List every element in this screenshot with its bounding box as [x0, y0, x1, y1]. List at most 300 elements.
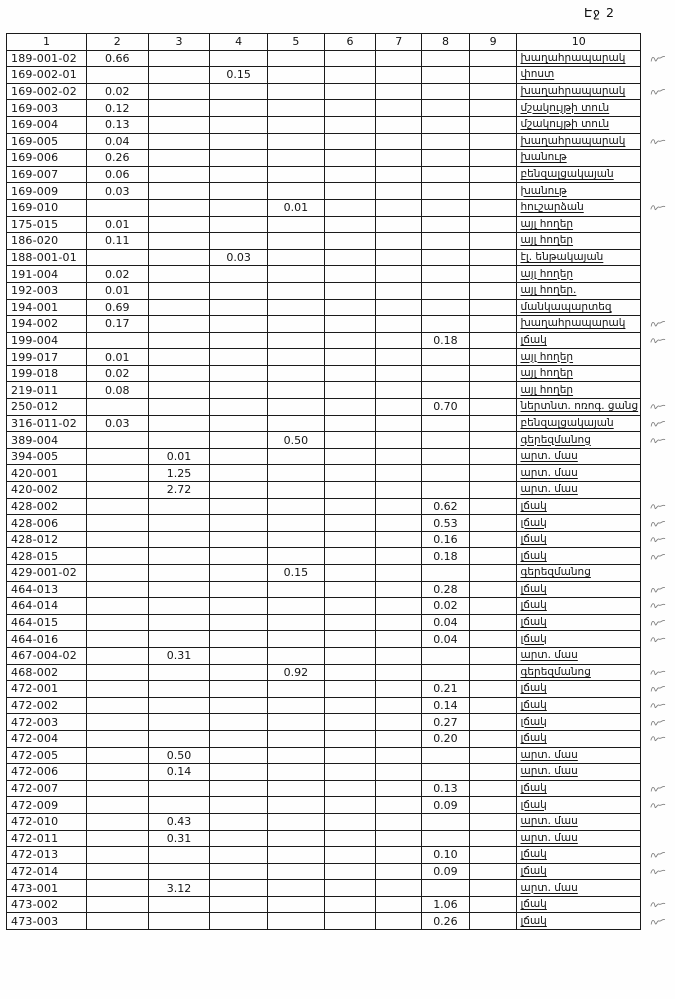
value-cell-col9	[469, 83, 517, 100]
value-cell-col6	[324, 565, 376, 582]
value-cell-col7	[376, 282, 422, 299]
margin-annotation-cell	[641, 797, 675, 814]
margin-annotation-cell	[641, 548, 675, 565]
value-cell-col5	[268, 515, 325, 532]
value-cell-col9	[469, 67, 517, 84]
value-cell-col2: 0.11	[86, 233, 148, 250]
parcel-code: 169-007	[7, 166, 87, 183]
value-cell-col7	[376, 830, 422, 847]
value-cell-col8: 0.21	[422, 681, 470, 698]
land-use-label	[517, 448, 641, 465]
value-cell-col9	[469, 365, 517, 382]
land-use-text: գերեզմանոց	[520, 665, 591, 678]
land-use-text: խաղահրապարակ	[520, 51, 626, 64]
value-cell-col2	[86, 631, 148, 648]
value-cell-col9	[469, 697, 517, 714]
land-use-text: այլ հողեր	[520, 234, 574, 247]
value-cell-col3: 1.25	[148, 465, 210, 482]
parcel-code: 464-013	[7, 581, 87, 598]
value-cell-col8	[422, 166, 470, 183]
margin-annotation-cell	[641, 67, 675, 84]
value-cell-col8	[422, 565, 470, 582]
value-cell-col7	[376, 482, 422, 499]
parcel-code: 389-004	[7, 432, 87, 449]
value-cell-col5	[268, 581, 325, 598]
value-cell-col6	[324, 697, 376, 714]
margin-annotation-cell	[641, 83, 675, 100]
table-row	[7, 67, 675, 84]
value-cell-col5	[268, 183, 325, 200]
handwritten-mark-icon	[649, 136, 666, 147]
land-use-text: արտ. մաս	[520, 765, 578, 778]
value-cell-col4	[210, 365, 268, 382]
land-use-label	[517, 399, 641, 416]
value-cell-col6	[324, 299, 376, 316]
land-use-text: արտ. մաս	[520, 483, 578, 496]
value-cell-col4	[210, 880, 268, 897]
value-cell-col5	[268, 531, 325, 548]
value-cell-col3	[148, 515, 210, 532]
value-cell-col9	[469, 797, 517, 814]
value-cell-col5	[268, 813, 325, 830]
value-cell-col7	[376, 432, 422, 449]
value-cell-col9	[469, 664, 517, 681]
value-cell-col4	[210, 565, 268, 582]
table-row	[7, 365, 675, 382]
value-cell-col2: 0.08	[86, 382, 148, 399]
table-row	[7, 415, 675, 432]
value-cell-col8	[422, 316, 470, 333]
value-cell-col2: 0.26	[86, 150, 148, 167]
handwritten-mark-icon	[649, 717, 666, 728]
value-cell-col5: 0.01	[268, 199, 325, 216]
land-use-label	[517, 116, 641, 133]
value-cell-col4	[210, 730, 268, 747]
table-row	[7, 432, 675, 449]
land-use-label	[517, 697, 641, 714]
value-cell-col5	[268, 133, 325, 150]
value-cell-col8: 0.28	[422, 581, 470, 598]
value-cell-col4	[210, 465, 268, 482]
value-cell-col9	[469, 747, 517, 764]
value-cell-col9	[469, 847, 517, 864]
value-cell-col4	[210, 830, 268, 847]
value-cell-col7	[376, 697, 422, 714]
land-use-label	[517, 730, 641, 747]
table-row	[7, 282, 675, 299]
margin-annotation-cell	[641, 382, 675, 399]
value-cell-col3	[148, 216, 210, 233]
value-cell-col5	[268, 233, 325, 250]
table-row	[7, 448, 675, 465]
parcel-code: 169-003	[7, 100, 87, 117]
margin-annotation-cell	[641, 432, 675, 449]
value-cell-col6	[324, 581, 376, 598]
value-cell-col4	[210, 349, 268, 366]
margin-annotation-cell	[641, 199, 675, 216]
value-cell-col3	[148, 896, 210, 913]
value-cell-col6	[324, 548, 376, 565]
land-use-label	[517, 664, 641, 681]
value-cell-col8: 0.53	[422, 515, 470, 532]
value-cell-col4	[210, 166, 268, 183]
land-use-label	[517, 266, 641, 283]
land-use-text: գերեզմանոց	[520, 433, 591, 446]
value-cell-col7	[376, 332, 422, 349]
table-row	[7, 847, 675, 864]
value-cell-col7	[376, 664, 422, 681]
value-cell-col3	[148, 150, 210, 167]
land-use-label	[517, 432, 641, 449]
value-cell-col2: 0.01	[86, 282, 148, 299]
value-cell-col2: 0.02	[86, 83, 148, 100]
table-row	[7, 714, 675, 731]
value-cell-col7	[376, 498, 422, 515]
land-use-text: բենզալցակայան	[520, 168, 614, 181]
value-cell-col9	[469, 714, 517, 731]
value-cell-col2	[86, 747, 148, 764]
value-cell-col7	[376, 399, 422, 416]
margin-annotation-cell	[641, 498, 675, 515]
parcel-code: 194-001	[7, 299, 87, 316]
value-cell-col2: 0.12	[86, 100, 148, 117]
value-cell-col2	[86, 614, 148, 631]
value-cell-col5	[268, 332, 325, 349]
table-row	[7, 249, 675, 266]
land-use-label	[517, 647, 641, 664]
land-use-label	[517, 50, 641, 67]
value-cell-col3	[148, 183, 210, 200]
parcel-code: 472-014	[7, 863, 87, 880]
table-row	[7, 565, 675, 582]
value-cell-col4	[210, 598, 268, 615]
table-row	[7, 730, 675, 747]
handwritten-mark-icon	[649, 800, 666, 811]
land-use-label	[517, 631, 641, 648]
value-cell-col3: 0.31	[148, 647, 210, 664]
parcel-code: 473-002	[7, 896, 87, 913]
value-cell-col5	[268, 100, 325, 117]
table-row	[7, 797, 675, 814]
value-cell-col2: 0.02	[86, 365, 148, 382]
value-cell-col9	[469, 896, 517, 913]
land-use-text: արտ. մաս	[520, 748, 578, 761]
value-cell-col8	[422, 133, 470, 150]
value-cell-col2	[86, 548, 148, 565]
value-cell-col3: 0.50	[148, 747, 210, 764]
value-cell-col3	[148, 432, 210, 449]
parcel-code: 186-020	[7, 233, 87, 250]
margin-annotation-cell	[641, 531, 675, 548]
table-row	[7, 382, 675, 399]
value-cell-col8	[422, 647, 470, 664]
value-cell-col2	[86, 399, 148, 416]
margin-annotation-cell	[641, 100, 675, 117]
value-cell-col3	[148, 598, 210, 615]
value-cell-col7	[376, 349, 422, 366]
value-cell-col2	[86, 249, 148, 266]
margin-annotation-cell	[641, 730, 675, 747]
value-cell-col8	[422, 150, 470, 167]
value-cell-col5	[268, 780, 325, 797]
land-use-text: մշակույթի տուն	[520, 101, 610, 114]
value-cell-col4	[210, 714, 268, 731]
land-use-text: լճակ	[520, 616, 547, 629]
land-use-text: լճակ	[520, 798, 547, 811]
parcel-code: 316-011-02	[7, 415, 87, 432]
value-cell-col6	[324, 133, 376, 150]
value-cell-col7	[376, 531, 422, 548]
handwritten-mark-icon	[649, 783, 666, 794]
value-cell-col8: 0.70	[422, 399, 470, 416]
land-use-text: ներտնտ. ոռոգ. ցանց	[520, 400, 639, 413]
parcel-code: 472-003	[7, 714, 87, 731]
land-use-text: մշակույթի տուն	[520, 118, 610, 131]
value-cell-col3	[148, 67, 210, 84]
value-cell-col9	[469, 863, 517, 880]
value-cell-col9	[469, 681, 517, 698]
value-cell-col7	[376, 166, 422, 183]
value-cell-col8	[422, 813, 470, 830]
land-use-label	[517, 847, 641, 864]
value-cell-col5	[268, 614, 325, 631]
value-cell-col8	[422, 67, 470, 84]
land-use-label	[517, 830, 641, 847]
value-cell-col4	[210, 863, 268, 880]
value-cell-col4	[210, 199, 268, 216]
table-row	[7, 133, 675, 150]
parcel-code: 189-001-02	[7, 50, 87, 67]
value-cell-col8	[422, 664, 470, 681]
value-cell-col9	[469, 382, 517, 399]
land-use-label	[517, 581, 641, 598]
value-cell-col6	[324, 415, 376, 432]
value-cell-col6	[324, 382, 376, 399]
value-cell-col3: 3.12	[148, 880, 210, 897]
margin-annotation-cell	[641, 697, 675, 714]
land-use-label	[517, 199, 641, 216]
parcel-code: 472-009	[7, 797, 87, 814]
parcel-code: 472-001	[7, 681, 87, 698]
value-cell-col4	[210, 847, 268, 864]
value-cell-col6	[324, 896, 376, 913]
value-cell-col5	[268, 399, 325, 416]
land-use-label	[517, 316, 641, 333]
parcel-code: 169-010	[7, 199, 87, 216]
value-cell-col3	[148, 498, 210, 515]
value-cell-col9	[469, 349, 517, 366]
value-cell-col9	[469, 614, 517, 631]
value-cell-col7	[376, 365, 422, 382]
parcel-code: 472-002	[7, 697, 87, 714]
margin-annotation-cell	[641, 299, 675, 316]
column-header-7: 7	[376, 34, 422, 51]
value-cell-col4	[210, 332, 268, 349]
value-cell-col6	[324, 150, 376, 167]
value-cell-col6	[324, 880, 376, 897]
value-cell-col9	[469, 332, 517, 349]
value-cell-col6	[324, 598, 376, 615]
land-use-label	[517, 465, 641, 482]
handwritten-mark-icon	[649, 518, 666, 529]
value-cell-col4	[210, 681, 268, 698]
value-cell-col6	[324, 631, 376, 648]
table-row	[7, 548, 675, 565]
value-cell-col4	[210, 664, 268, 681]
value-cell-col4	[210, 216, 268, 233]
value-cell-col7	[376, 83, 422, 100]
value-cell-col2	[86, 448, 148, 465]
value-cell-col5	[268, 316, 325, 333]
value-cell-col2	[86, 880, 148, 897]
value-cell-col3	[148, 382, 210, 399]
land-use-text: խանութ	[520, 151, 567, 164]
parcel-code: 169-006	[7, 150, 87, 167]
parcel-code: 169-009	[7, 183, 87, 200]
margin-annotation-cell	[641, 764, 675, 781]
column-header-9: 9	[469, 34, 517, 51]
handwritten-mark-icon	[649, 667, 666, 678]
parcel-code: 194-002	[7, 316, 87, 333]
margin-annotation-cell	[641, 399, 675, 416]
table-row	[7, 697, 675, 714]
table-row	[7, 482, 675, 499]
table-row	[7, 50, 675, 67]
value-cell-col9	[469, 465, 517, 482]
land-use-text: լճակ	[520, 516, 547, 529]
table-row	[7, 498, 675, 515]
value-cell-col3	[148, 581, 210, 598]
value-cell-col5	[268, 548, 325, 565]
value-cell-col7	[376, 565, 422, 582]
land-use-text: լճակ	[520, 549, 547, 562]
margin-annotation-cell	[641, 183, 675, 200]
land-use-text: էլ. ենթակայան	[520, 251, 604, 264]
value-cell-col6	[324, 448, 376, 465]
parcel-code: 464-016	[7, 631, 87, 648]
value-cell-col7	[376, 880, 422, 897]
land-use-text: լճակ	[520, 848, 547, 861]
value-cell-col9	[469, 432, 517, 449]
value-cell-col3	[148, 797, 210, 814]
value-cell-col6	[324, 913, 376, 930]
value-cell-col2	[86, 515, 148, 532]
value-cell-col3	[148, 548, 210, 565]
value-cell-col8	[422, 465, 470, 482]
land-use-text: այլ հողեր	[520, 217, 574, 230]
value-cell-col8	[422, 266, 470, 283]
value-cell-col9	[469, 913, 517, 930]
table-row	[7, 316, 675, 333]
value-cell-col2: 0.13	[86, 116, 148, 133]
column-header-10: 10	[517, 34, 641, 51]
value-cell-col6	[324, 797, 376, 814]
value-cell-col2	[86, 714, 148, 731]
value-cell-col8	[422, 349, 470, 366]
value-cell-col4	[210, 266, 268, 283]
value-cell-col9	[469, 830, 517, 847]
value-cell-col2	[86, 647, 148, 664]
value-cell-col8	[422, 299, 470, 316]
margin-annotation-cell	[641, 349, 675, 366]
value-cell-col3: 0.01	[148, 448, 210, 465]
parcel-code: 464-014	[7, 598, 87, 615]
land-use-label	[517, 714, 641, 731]
parcel-code: 199-018	[7, 365, 87, 382]
parcel-code: 472-005	[7, 747, 87, 764]
value-cell-col5	[268, 482, 325, 499]
land-use-text: այլ հողեր	[520, 367, 574, 380]
value-cell-col5	[268, 681, 325, 698]
parcel-code: 472-010	[7, 813, 87, 830]
value-cell-col3: 0.14	[148, 764, 210, 781]
value-cell-col3	[148, 299, 210, 316]
value-cell-col6	[324, 349, 376, 366]
value-cell-col3	[148, 415, 210, 432]
value-cell-col2: 0.01	[86, 216, 148, 233]
value-cell-col7	[376, 216, 422, 233]
land-use-label	[517, 598, 641, 615]
margin-annotation-cell	[641, 681, 675, 698]
table-row	[7, 863, 675, 880]
margin-annotation-cell	[641, 332, 675, 349]
margin-annotation-cell	[641, 365, 675, 382]
value-cell-col9	[469, 498, 517, 515]
value-cell-col9	[469, 780, 517, 797]
value-cell-col6	[324, 714, 376, 731]
value-cell-col8: 0.14	[422, 697, 470, 714]
land-use-label	[517, 614, 641, 631]
value-cell-col2	[86, 913, 148, 930]
land-use-label	[517, 83, 641, 100]
parcel-code: 472-004	[7, 730, 87, 747]
land-use-label	[517, 332, 641, 349]
value-cell-col9	[469, 166, 517, 183]
land-use-label	[517, 100, 641, 117]
table-row	[7, 764, 675, 781]
value-cell-col9	[469, 299, 517, 316]
table-row	[7, 166, 675, 183]
handwritten-mark-icon	[649, 850, 666, 861]
table-row	[7, 399, 675, 416]
value-cell-col9	[469, 199, 517, 216]
value-cell-col8	[422, 233, 470, 250]
table-row	[7, 664, 675, 681]
value-cell-col4	[210, 548, 268, 565]
value-cell-col9	[469, 515, 517, 532]
parcel-code: 467-004-02	[7, 647, 87, 664]
value-cell-col8	[422, 448, 470, 465]
parcel-code: 429-001-02	[7, 565, 87, 582]
land-use-text: այլ հողեր	[520, 350, 574, 363]
value-cell-col6	[324, 614, 376, 631]
value-cell-col4	[210, 233, 268, 250]
value-cell-col6	[324, 100, 376, 117]
value-cell-col4	[210, 399, 268, 416]
value-cell-col6	[324, 830, 376, 847]
land-use-text: խաղահրապարակ	[520, 85, 626, 98]
value-cell-col5	[268, 498, 325, 515]
land-use-text: լճակ	[520, 898, 547, 911]
margin-annotation-cell	[641, 847, 675, 864]
value-cell-col2	[86, 813, 148, 830]
value-cell-col9	[469, 565, 517, 582]
land-use-label	[517, 813, 641, 830]
value-cell-col8: 0.18	[422, 332, 470, 349]
value-cell-col5	[268, 913, 325, 930]
table-header	[7, 34, 675, 51]
value-cell-col7	[376, 847, 422, 864]
